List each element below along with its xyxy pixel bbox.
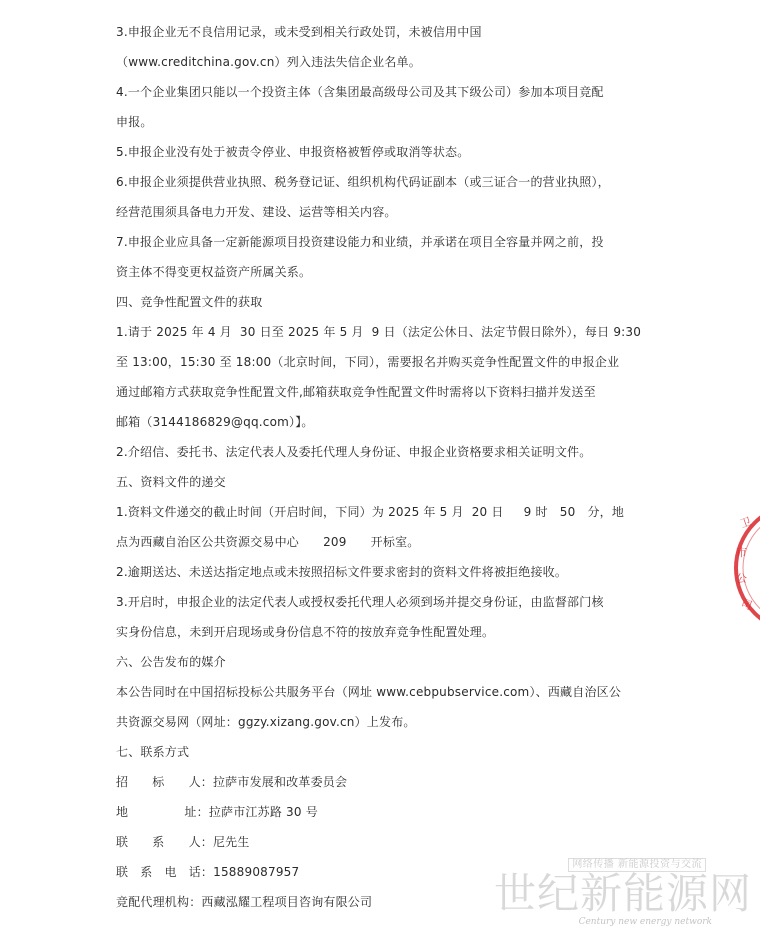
contact-row-tenderer xyxy=(116,774,347,790)
svg-text:司: 司 xyxy=(738,596,754,613)
line-12: 至 13:00，15:30 至 18:00（北京时间，下同），需要报名并购买竞争性配置文件的申报企业 xyxy=(116,355,620,369)
line-3: 4.一个企业集团只能以一个投资主体（含集团最高级母公司及其下级公司）参加本项目竞配 xyxy=(116,85,604,99)
official-seal-stamp xyxy=(730,498,760,638)
section-heading-5: 五、资料文件的递交 xyxy=(116,475,226,489)
tenderer-value: 拉萨市发展和改革委员会 xyxy=(212,775,348,789)
line-15: 2.介绍信、委托书、法定代表人及委托代理人身份证、申报企业资格要求相关证明文件。 xyxy=(116,445,592,459)
tenderer-label: 招 标 人： xyxy=(116,775,213,789)
line-23: 本公告同时在中国招标投标公共服务平台（网址 www.cebpubservice.com）、西藏自治区公 xyxy=(116,685,622,699)
site-watermark xyxy=(493,854,752,934)
watermark-tagline: 网络传播 新能源投资与交流 xyxy=(568,858,706,872)
contact-row-agency xyxy=(116,894,372,910)
section-heading-4: 四、竞争性配置文件的获取 xyxy=(116,295,263,309)
line-19: 2.逾期送达、未送达指定地点或未按照招标文件要求密封的资料文件将被拒绝接收。 xyxy=(116,565,568,579)
line-20: 3.开启时，申报企业的法定代表人或授权委托代理人必须到场并提交身份证，由监督部门核 xyxy=(116,595,604,609)
line-2: （www.creditchina.gov.cn）列入违法失信企业名单。 xyxy=(116,55,421,69)
watermark-english-name: Century new energy network xyxy=(578,917,712,927)
agency-value: 西藏泓耀工程项目咨询有限公司 xyxy=(201,895,373,909)
contact-row-address xyxy=(116,804,318,820)
watermark-logo-text: 世纪新能源网 xyxy=(493,869,752,918)
line-9: 资主体不得变更权益资产所属关系。 xyxy=(116,265,312,279)
line-11: 1.请于 2025 年 4 月 30 日至 2025 年 5 月 9 日（法定公休日、法定节假日除外），每日 9:30 xyxy=(116,325,642,339)
line-21: 实身份信息，未到开启现场或身份信息不符的按放弃竞争性配置处理。 xyxy=(116,625,495,639)
line-7: 经营范围须具备电力开发、建设、运营等相关内容。 xyxy=(116,205,397,219)
section-heading-7: 七、联系方式 xyxy=(116,745,190,759)
line-18: 点为西藏自治区公共资源交易中心 209 开标室。 xyxy=(116,535,420,549)
address-value: 拉萨市江苏路 30 号 xyxy=(208,805,318,819)
line-6: 6.申报企业须提供营业执照、税务登记证、组织机构代码证副本（或三证合一的营业执照）， xyxy=(116,175,610,189)
svg-text:市: 市 xyxy=(736,546,747,559)
line-1: 3.申报企业无不良信用记录，或未受到相关行政处罚，未被信用中国 xyxy=(116,25,482,39)
line-4: 申报。 xyxy=(116,115,153,129)
phone-label: 联 系 电 话： xyxy=(116,865,214,879)
contact-label: 联 系 人： xyxy=(116,835,213,849)
line-24: 共资源交易网（网址：ggzy.xizang.gov.cn）上发布。 xyxy=(116,715,416,729)
address-label: 地 址： xyxy=(116,805,209,819)
svg-text:公: 公 xyxy=(736,572,747,585)
line-14: 邮箱（3144186829@qq.com）】。 xyxy=(116,415,314,429)
line-8: 7.申报企业应具备一定新能源项目投资建设能力和业绩，并承诺在项目全容量并网之前，投 xyxy=(116,235,604,249)
phone-value: 15889087957 xyxy=(213,865,300,879)
line-13: 通过邮箱方式获取竞争性配置文件,邮箱获取竞争性配置文件时需将以下资料扫描并发送至 xyxy=(116,385,596,399)
svg-text:卫: 卫 xyxy=(738,514,754,531)
contact-value: 尼先生 xyxy=(212,835,250,849)
line-17: 1.资料文件递交的截止时间（开启时间，下同）为 2025 年 5 月 20 日 9 时 50 分，地 xyxy=(116,505,625,519)
section-heading-6: 六、公告发布的媒介 xyxy=(116,655,226,669)
contact-row-phone xyxy=(116,864,299,880)
agency-label: 竞配代理机构： xyxy=(116,895,202,909)
line-5: 5.申报企业没有处于被责令停业、申报资格被暂停或取消等状态。 xyxy=(116,145,470,159)
contact-row-person xyxy=(116,834,250,850)
